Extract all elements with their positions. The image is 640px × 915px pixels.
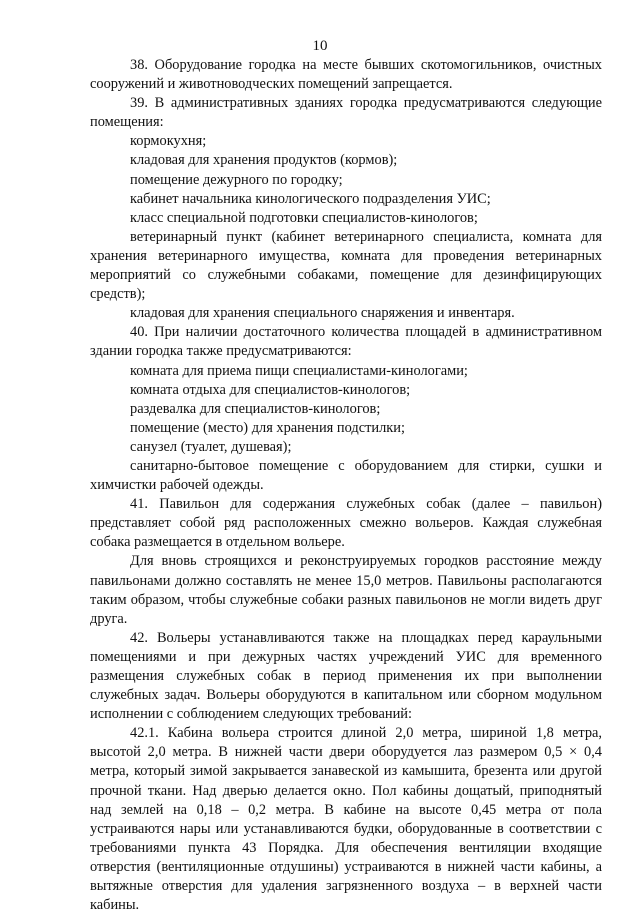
paragraph: 40. При наличии достаточного количества площадей в административном здании городка также предусматриваются: [90, 324, 602, 360]
list-item: кабинет начальника кинологического подразделения УИС; [130, 190, 491, 207]
list-item: санитарно-бытовое помещение с оборудованием для стирки, сушки и химчистки рабочей одежды. [90, 457, 602, 494]
list-item: комната отдыха для специалистов-кинологов; [130, 381, 411, 398]
paragraph: 38. Оборудование городка на месте бывших скотомогильников, очистных сооружений и животноводческих помещений запрещается. [90, 57, 602, 93]
paragraph: 42.1. Кабина вольера строится длиной 2,0 метра, шириной 1,8 метра, высотой 2,0 метра. В нижней части двери оборудуется лаз размером 0,5 × 0,4 метра, который зимой закрывается занавеской из камышита, брезента или другой прочной ткани. Над дверью делается окно. Пол кабины дощатый, приподнятый над землей на 0,18 – 0,2 метра. В кабине на высоте 0,45 метра от пола устраиваются нары или устанавливаются будки, оборудованные в соответствии с требованиями пункта 43 Порядка. Для обеспечения вентиляции входящие отверстия (вентиляционные отдушины) устраиваются в нижней части кабины, а вытяжные отверстия для удаления загрязненного воздуха – в верхней части кабины. [90, 725, 602, 914]
page-number: 10 [312, 38, 328, 54]
list-item: кладовая для хранения продуктов (кормов); [130, 152, 398, 169]
paragraph: 42. Вольеры устанавливаются также на площадках перед караульными помещениями и при дежурных частях учреждений УИС для временного размещения служебных собак в период применения их при выполнении служебных задач. Вольеры оборудуются в капитальном или сборном модульном исполнении с соблюдением следующих требований: [90, 629, 602, 723]
list-item: комната для приема пищи специалистами-кинологами; [130, 362, 468, 379]
paragraph: Для вновь строящихся и реконструируемых городков расстояние между павильонами должно составлять не менее 15,0 метров. Павильоны располагаются таким образом, чтобы служебные собаки разных павильонов не могли видеть друг друга. [90, 553, 602, 627]
paragraph: 39. В административных зданиях городка предусматриваются следующие помещения: [90, 95, 602, 131]
paragraph: 41. Павильон для содержания служебных собак (далее – павильон) представляет собой ряд расположенных смежно вольеров. Каждая служебная собака размещается в отдельном вольере. [90, 496, 602, 551]
list-item: помещение (место) для хранения подстилки; [130, 419, 405, 436]
list-item: санузел (туалет, душевая); [130, 438, 292, 455]
list-item: кормокухня; [130, 133, 207, 150]
list-item: класс специальной подготовки специалистов-кинологов; [130, 209, 478, 226]
list-item: раздевалка для специалистов-кинологов; [130, 400, 381, 417]
list-item: ветеринарный пункт (кабинет ветеринарного специалиста, комната для хранения ветеринарного имущества, комната для проведения ветеринарных мероприятий со служебными собаками, помещение для дезинфицирующих средств); [90, 228, 602, 303]
document-body [90, 56, 602, 915]
list-item: кладовая для хранения специального снаряжения и инвентаря. [130, 305, 515, 322]
list-item: помещение дежурного по городку; [130, 171, 343, 188]
